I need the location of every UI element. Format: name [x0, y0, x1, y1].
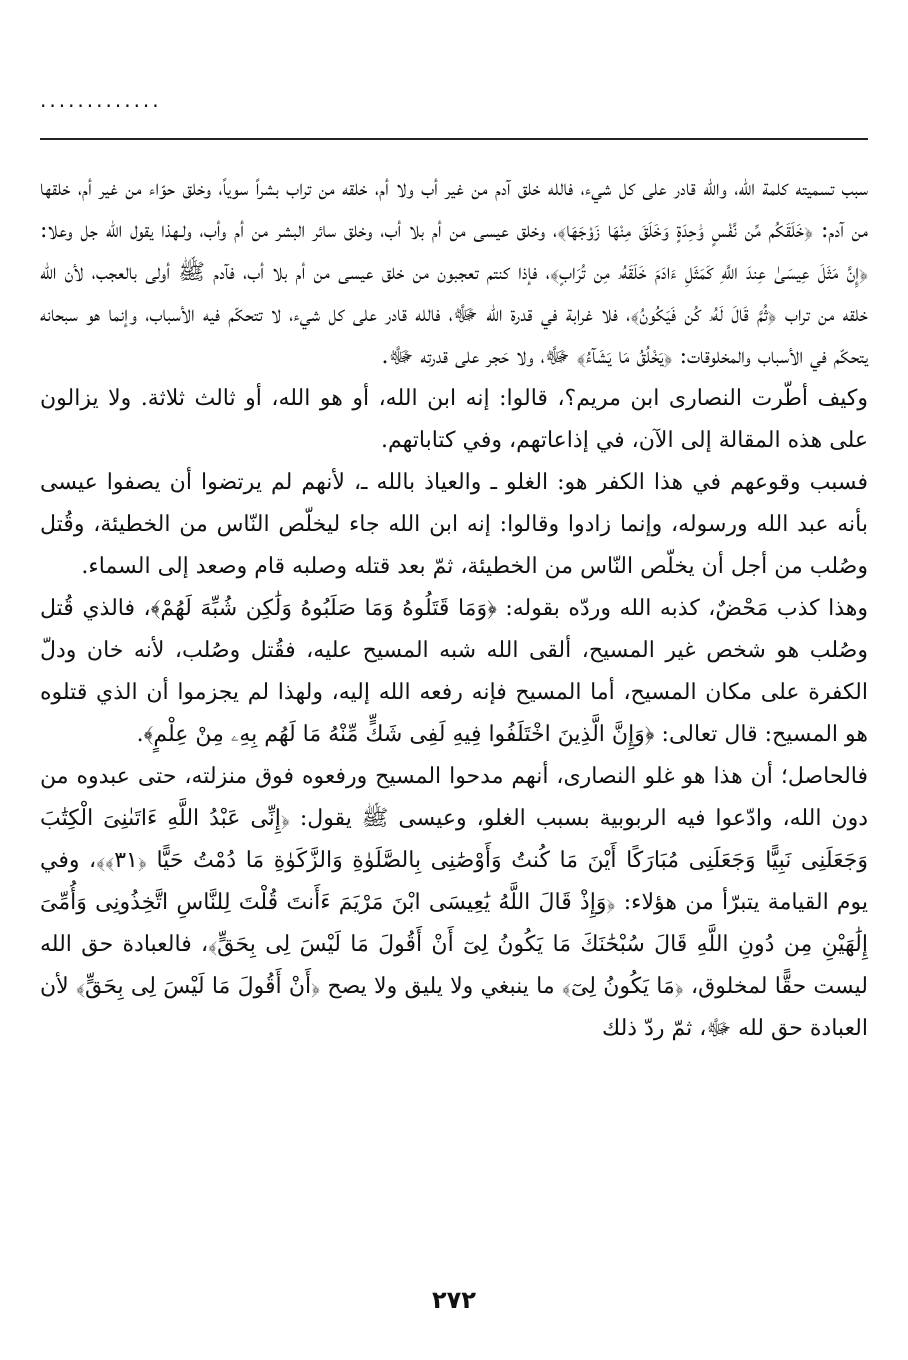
horizontal-rule	[40, 138, 868, 140]
separator-dots: .............	[40, 88, 162, 112]
paragraph: وهذا كذب مَحْضٌ، كذبه الله وردّه بقوله: ﴿وَمَا قَتَلُوهُ وَمَا صَلَبُوهُ وَلَٰكِن شُبِّهَ لَهُمْ﴾، فالذي قُتل وصُلب هو شخص غير المسيح، ألقى الله شبه المسيح عليه، فقُتل وصُلب، لأنه خان ودلّ الكفرة على مكان المسيح، أما المسيح فإنه رفعه الله إليه، ولهذا لم يجزموا أن الذي قتلوه هو المسيح: قال تعالى: ﴿وَإِنَّ الَّذِينَ اخْتَلَفُوا فِيهِ لَفِى شَكٍّ مِّنْهُ مَا لَهُم بِهِۦ مِنْ عِلْمٍ﴾.	[40, 596, 868, 747]
paragraph: سبب تسميته كلمة الله، والله قادر على كل شيء، فالله خلق آدم من غير أب ولا أم، خلقه من تراب بشراً سوياً، وخلق حوّاء من غير أم، خلقها من آدم: ﴿خَلَقَكُم مِّن نَّفْسٍ وَٰحِدَةٍ وَخَلَقَ مِنْهَا زَوْجَهَا﴾، وخلق عيسى من أم بلا أب، وخلق سائر البشر من أم وأب، ولـهذا يقول الله جل وعلا: ﴿إِنَّ مَثَلَ عِيسَىٰ عِندَ اللَّهِ كَمَثَلِ ءَادَمَ خَلَقَهُۥ مِن تُرَابٍ﴾، فإذا كنتم تعجبون من خلق عيسى من أم بلا أب، فآدم ﷺ أولى بالعجب، لأن الله خلقه من تراب ﴿ثُمَّ قَالَ لَهُۥ كُن فَيَكُونُ﴾، فلا غرابة في قدرة الله ﷻ، فالله قادر على كل شيء، لا تتحكّم فيه الأسباب، وإنما هو سبحانه يتحكّم في الأسباب والمخلوقات: ﴿يَخْلُقُ مَا يَشَآءُ﴾ ﷻ، ولا حَجر على قدرته ﷻ.	[40, 176, 868, 369]
paragraph: وكيف أطّرت النصارى ابن مريم؟، قالوا: إنه ابن الله، أو هو الله، أو ثالث ثلاثة. ولا يزالون على هذه المقالة إلى الآن، في إذاعاتهم، وفي كتاباتهم.	[40, 386, 868, 453]
paragraph: فسبب وقوعهم في هذا الكفر هو: الغلو ـ والعياذ بالله ـ، لأنهم لم يرتضوا أن يصفوا عيسى بأنه عبد الله ورسوله، وإنما زادوا وقالوا: إنه ابن الله جاء ليخلّص النّاس من الخطيئة، وقُتل وصُلب من أجل أن يخلّص النّاس من الخطيئة، ثمّ بعد قتله وصلبه قام وصعد إلى السماء.	[40, 470, 868, 579]
page-body	[40, 168, 868, 1050]
page-number: ٢٧٢	[432, 1286, 476, 1314]
paragraph: فالحاصل؛ أن هذا هو غلو النصارى، أنهم مدحوا المسيح ورفعوه فوق منزلته، حتى عبدوه من دون الله، وادّعوا فيه الربوبية بسبب الغلو، وعيسى ﷺ يقول: ﴿إِنِّى عَبْدُ اللَّهِ ءَاتَىٰنِىَ الْكِتَٰبَ وَجَعَلَنِى نَبِيًّا وَجَعَلَنِى مُبَارَكًا أَيْنَ مَا كُنتُ وَأَوْصَٰنِى بِالصَّلَوٰةِ وَالزَّكَوٰةِ مَا دُمْتُ حَيًّا ﴿٣١﴾﴾، وفي يوم القيامة يتبرّأ من هؤلاء: ﴿وَإِذْ قَالَ اللَّهُ يَٰعِيسَى ابْنَ مَرْيَمَ ءَأَنتَ قُلْتَ لِلنَّاسِ اتَّخِذُونِى وَأُمِّىَ إِلَٰهَيْنِ مِن دُونِ اللَّهِ قَالَ سُبْحَٰنَكَ مَا يَكُونُ لِىٓ أَنْ أَقُولَ مَا لَيْسَ لِى بِحَقٍّ﴾، فالعبادة حق الله ليست حقًّا لمخلوق، ﴿مَا يَكُونُ لِىٓ﴾ ما ينبغي ولا يليق ولا يصح ﴿أَنْ أَقُولَ مَا لَيْسَ لِى بِحَقٍّ﴾ لأن العبادة حق لله ﷻ، ثمّ ردّ ذلك	[40, 764, 868, 1041]
